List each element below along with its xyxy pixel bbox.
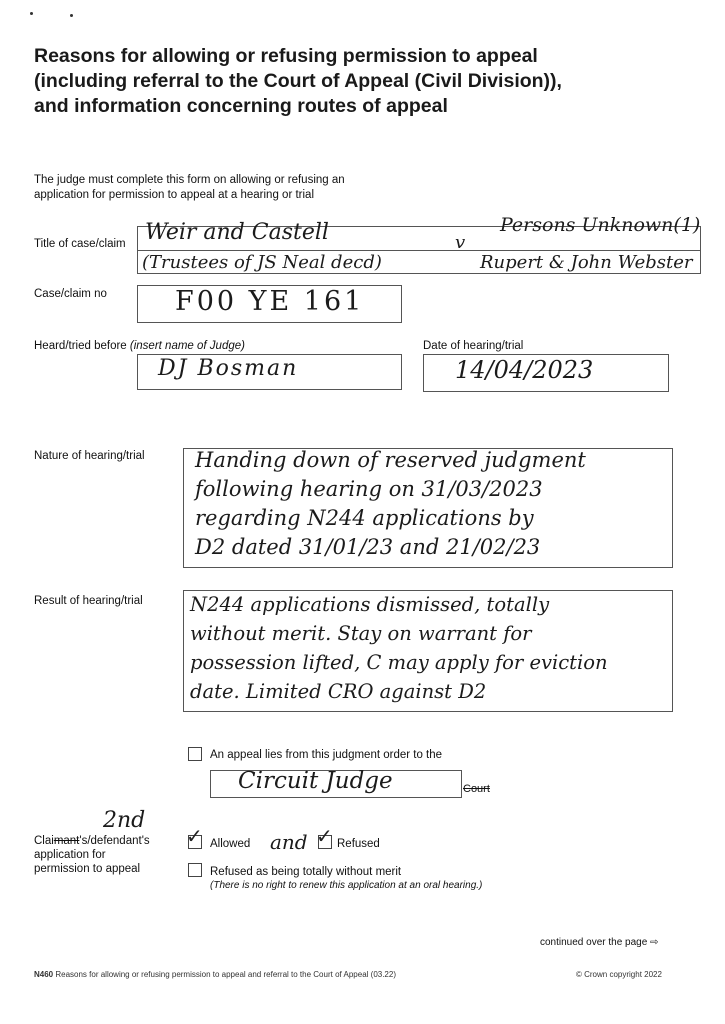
scan-dot	[30, 12, 33, 15]
application-label-line: application for	[34, 849, 106, 861]
heard-label	[34, 339, 245, 353]
nature-handwriting	[195, 446, 586, 562]
result-handwriting	[190, 590, 608, 706]
case-title-handwriting: Weir and Castell	[145, 220, 329, 245]
form-footer-title: Reasons for allowing or refusing permission to appeal and referral to the Court of Appeal (03.22)	[55, 970, 396, 979]
date-label: Date of hearing/trial	[423, 340, 524, 352]
second-annotation: 2nd	[103, 808, 146, 833]
application-label-part: 's/defendant's	[79, 835, 150, 847]
result-line: N244 applications dismissed, totally	[190, 593, 550, 616]
heard-label-text: Heard/tried before	[34, 340, 127, 352]
case-title-label: Title of case/claim	[34, 238, 126, 250]
form-code: N460	[34, 970, 54, 979]
case-title-handwriting: Persons Unknown(1)	[500, 214, 701, 236]
checkmark-icon: ✓	[186, 824, 203, 848]
copyright: © Crown copyright 2022	[576, 970, 662, 979]
application-label-line	[34, 834, 150, 848]
result-line: without merit. Stay on warrant for	[190, 622, 532, 645]
case-title-handwriting: Rupert & John Webster	[480, 252, 693, 273]
nature-line: D2 dated 31/01/23 and 21/02/23	[195, 535, 541, 559]
refused-label: Refused	[337, 838, 380, 850]
scan-dot	[70, 14, 73, 17]
allowed-label: Allowed	[210, 838, 251, 850]
appeal-lies-label: An appeal lies from this judgment order to the	[210, 749, 443, 761]
nature-line: following hearing on 31/03/2023	[195, 477, 543, 501]
appeal-court-handwriting: Circuit Judge	[238, 768, 393, 794]
nature-line: Handing down of reserved judgment	[195, 448, 586, 472]
form-footer	[34, 970, 396, 979]
refused-twm-note: (There is no right to renew this application at an oral hearing.)	[210, 880, 483, 891]
application-label	[34, 834, 150, 876]
and-annotation: and	[270, 830, 308, 854]
intro-line: The judge must complete this form on allowing or refusing an	[34, 174, 345, 186]
title-line: Reasons for allowing or refusing permission to appeal	[34, 45, 538, 67]
case-title-v: v	[455, 232, 466, 253]
heard-hint: (insert name of Judge)	[129, 340, 245, 352]
nature-label: Nature of hearing/trial	[34, 450, 145, 462]
intro-text	[34, 173, 434, 203]
application-label-part: Clai	[34, 835, 54, 847]
checkmark-icon: ✓	[316, 824, 333, 848]
application-label-struck: mant	[53, 835, 80, 847]
title-line: and information concerning routes of appeal	[34, 95, 448, 117]
continued-note	[540, 937, 658, 948]
case-title-divider	[137, 250, 701, 251]
claim-no-handwriting: F00 YE 161	[175, 286, 365, 317]
application-label-line: permission to appeal	[34, 863, 141, 875]
result-line: date. Limited CRO against D2	[190, 680, 487, 703]
arrow-right-icon: ⇨	[650, 937, 659, 948]
judge-name-handwriting: DJ Bosman	[158, 356, 299, 381]
continued-text: continued over the page	[540, 937, 648, 948]
claim-no-label: Case/claim no	[34, 288, 107, 300]
refused-twm-checkbox[interactable]	[188, 863, 202, 877]
refused-twm-label: Refused as being totally without merit	[210, 866, 402, 878]
page-title	[34, 44, 654, 119]
appeal-lies-checkbox[interactable]	[188, 747, 202, 761]
case-title-handwriting: (Trustees of JS Neal decd)	[142, 252, 382, 273]
result-line: possession lifted, C may apply for eviction	[190, 651, 608, 674]
court-word: Court	[463, 783, 490, 795]
intro-line: application for permission to appeal at a hearing or trial	[34, 189, 314, 201]
date-handwriting: 14/04/2023	[455, 356, 594, 384]
result-label: Result of hearing/trial	[34, 595, 143, 607]
title-line: (including referral to the Court of Appeal (Civil Division)),	[34, 70, 562, 92]
nature-line: regarding N244 applications by	[195, 506, 534, 530]
